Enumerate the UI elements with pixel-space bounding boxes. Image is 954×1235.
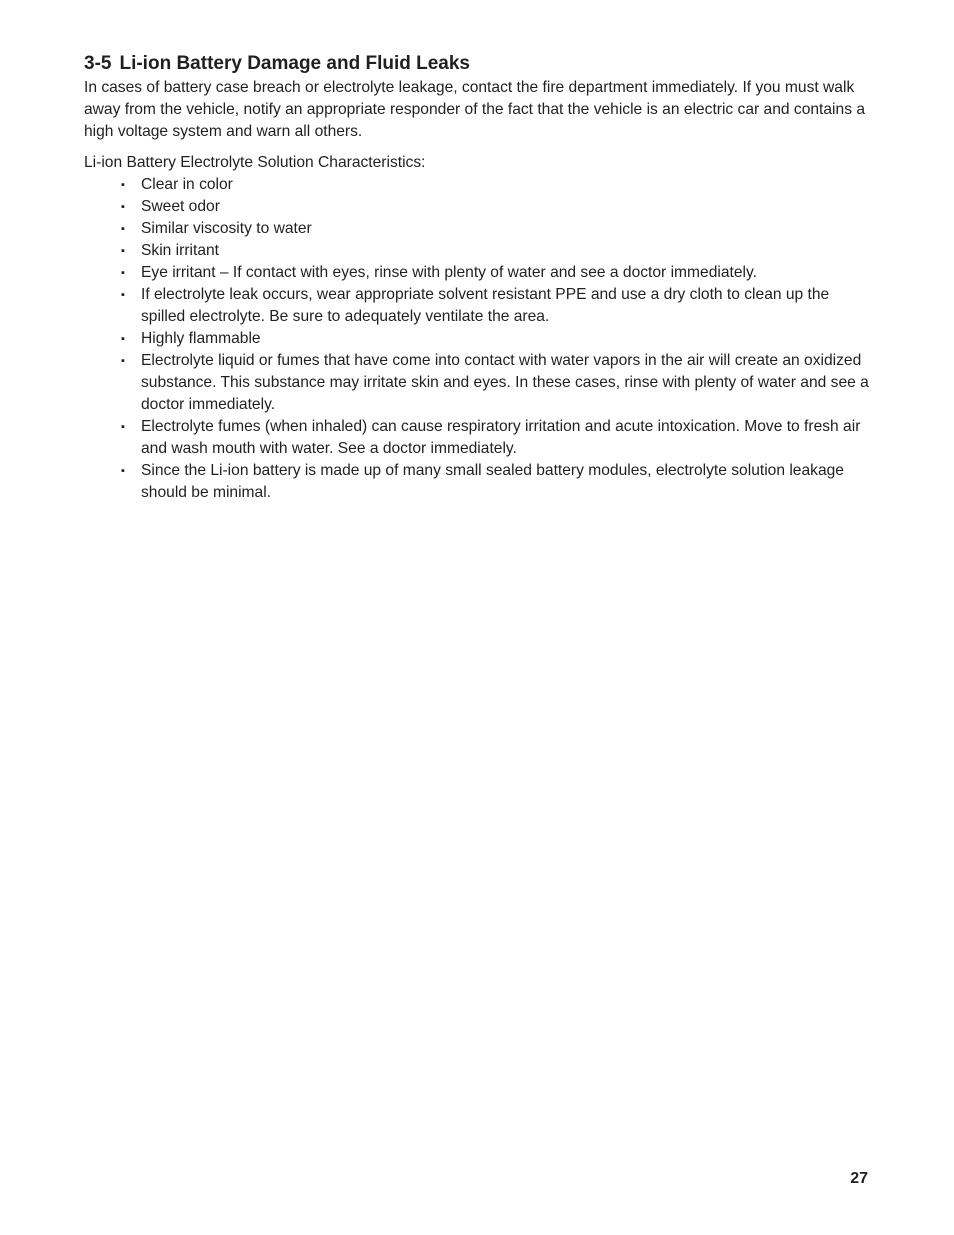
page-number: 27 <box>850 1170 868 1187</box>
section-number: 3-5 <box>84 53 112 74</box>
list-item-text: Skin irritant <box>141 242 219 259</box>
list-item <box>121 328 870 350</box>
section-heading <box>84 52 870 76</box>
list-item <box>121 350 870 416</box>
list-item-text: Since the Li-ion battery is made up of many small sealed battery modules, electrolyte solution leakage should be minimal. <box>141 462 844 501</box>
bullet-icon: ▪ <box>121 355 125 367</box>
list-item <box>121 218 870 240</box>
bullet-icon: ▪ <box>121 223 125 235</box>
list-item-text: Electrolyte fumes (when inhaled) can cause respiratory irritation and acute intoxication. Move to fresh air and wash mouth with water. See a doctor immediately. <box>141 418 861 457</box>
list-item <box>121 240 870 262</box>
bullet-icon: ▪ <box>121 201 125 213</box>
list-item-text: Eye irritant – If contact with eyes, rinse with plenty of water and see a doctor immediately. <box>141 264 757 281</box>
list-item <box>121 196 870 218</box>
list-item-text: Similar viscosity to water <box>141 220 312 237</box>
list-item-text: Clear in color <box>141 176 233 193</box>
list-item-text: If electrolyte leak occurs, wear appropriate solvent resistant PPE and use a dry cloth to clean up the spilled electrolyte. Be sure to adequately ventilate the area. <box>141 286 830 325</box>
list-heading: Li-ion Battery Electrolyte Solution Characteristics: <box>84 154 426 171</box>
characteristics-list <box>84 174 870 504</box>
list-item-text: Electrolyte liquid or fumes that have come into contact with water vapors in the air will create an oxidized substance. This substance may irritate skin and eyes. In these cases, rinse with plenty of water and see a doctor immediately. <box>141 352 869 413</box>
list-item-text: Sweet odor <box>141 198 220 215</box>
list-item <box>121 174 870 196</box>
bullet-icon: ▪ <box>121 465 125 477</box>
list-item <box>121 460 870 504</box>
document-page <box>84 52 870 504</box>
bullet-icon: ▪ <box>121 267 125 279</box>
list-item <box>121 416 870 460</box>
section-title: Li-ion Battery Damage and Fluid Leaks <box>119 53 470 74</box>
bullet-icon: ▪ <box>121 245 125 257</box>
bullet-icon: ▪ <box>121 289 125 301</box>
list-item <box>121 284 870 328</box>
intro-paragraph: In cases of battery case breach or electrolyte leakage, contact the fire department immediately. If you must walk away from the vehicle, notify an appropriate responder of the fact that the vehicle is an electric car and contains a high voltage system and warn all others. <box>84 79 865 140</box>
list-item-text: Highly flammable <box>141 330 261 347</box>
bullet-icon: ▪ <box>121 333 125 345</box>
bullet-icon: ▪ <box>121 179 125 191</box>
bullet-icon: ▪ <box>121 421 125 433</box>
list-item <box>121 262 870 284</box>
